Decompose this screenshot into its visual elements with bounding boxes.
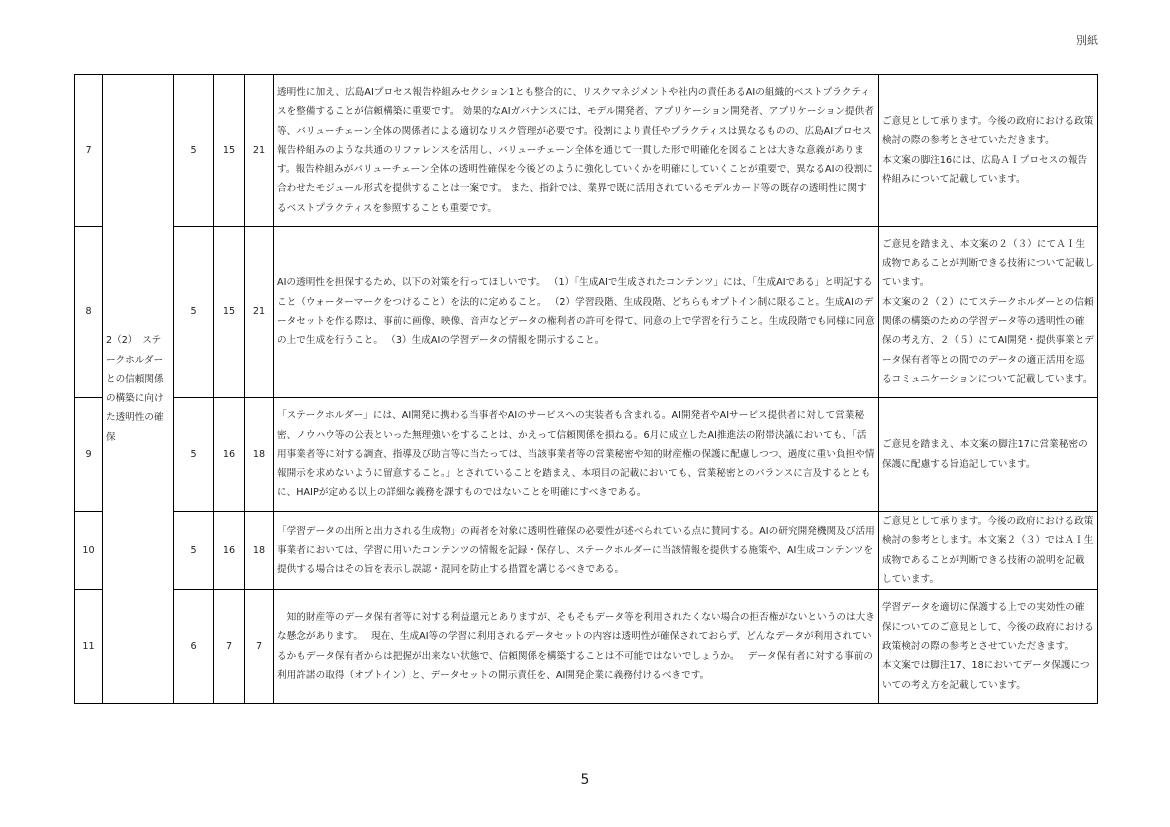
response-text: 学習データを適切に保護する上での実効性の確保についてのご意見として、今後の政府における政策検討の際の参考とさせていただきます。 本文案では脚注17、18においてデータ保護についての考え方を記載しています。 [879,590,1098,704]
opinion-text: 透明性に加え、広島AIプロセス報告枠組みセクション1とも整合的に、リスクマネジメントや社内の責任あるAIの組織的ベストプラクティスを整備することが信頼構築に重要です。 効果的なAIガバナンスには、モデル開発者、アプリケーション開発者、アプリケーション提供者等、バリューチェーン全体の関係者による適切なリスク管理が必要です。役割により責任やプラクティスは異なるものの、広島AIプロセス報告枠組みのような共通のリファレンスを活用し、バリューチェーン全体を通じて一貫した形で明確化を図ることは大きな意義があります。報告枠組みがバリューチェーン全体の透明性確保を今後どのように強化していくかを明確にしていくことが重要で、異なるAIの役割に合わせたモジュール形式を提供することは一案です。 また、指針では、業界で既に活用されているモデルカード等の既存の透明性に関するベストプラクティスを参照することも重要です。 [274,75,879,227]
opinion-text: 「ステークホルダー」には、AI開発に携わる当事者やAIのサービスへの実装者も含まれる。AI開発者やAIサービス提供者に対して営業秘密、ノウハウ等の公表といった無理強いをすることは、かえって信頼関係を損ねる。6月に成立したAI推進法の附帯決議においても、「活用事業者等に対する調査、指導及び助言等に当たっては、当該事業者等の営業秘密や知的財産権の保護に配慮しつつ、過度に重い負担や情報開示を求めないように留意すること。」とされていることを踏まえ、本項目の記載においても、営業秘密とのバランスに言及するとともに、HAIPが定める以上の詳細な義務を課すものではないことを明確にすべきである。 [274,398,879,512]
table-row [75,227,1098,398]
table-row [75,398,1098,512]
ref-line-start: 16 [214,398,245,512]
ref-line-end: 18 [245,512,274,590]
page-number: 5 [580,772,590,788]
ref-line-end: 18 [245,398,274,512]
ref-line-start: 16 [214,512,245,590]
ref-line-end: 7 [245,590,274,704]
ref-line-start: 7 [214,590,245,704]
row-number: 10 [75,512,103,590]
row-number: 7 [75,75,103,227]
opinion-text: AIの透明性を担保するため、以下の対策を行ってほしいです。 （1）「生成AIで生成されたコンテンツ」には、「生成AIである」と明記すること（ウォーターマークをつけること）を法的に定めること。 （2）学習段階、生成段階、どちらもオプトイン制に限ること。生成AIのデータセットを作る際は、事前に画像、映像、音声などデータの権利者の許可を得て、同意の上で学習を行うこと。生成段階でも同様に同意の上で生成を行うこと。 （3）生成AIの学習データの情報を開示すること。 [274,227,879,398]
ref-line-end: 21 [245,75,274,227]
row-number: 9 [75,398,103,512]
row-number: 11 [75,590,103,704]
table-row [75,512,1098,590]
appendix-label: 別紙 [1076,34,1098,47]
ref-page: 6 [174,590,214,704]
response-text: ご意見を踏まえ、本文案の２（３）にてＡＩ生成物であることが判断できる技術について記載しています。 本文案の２（２）にてステークホルダーとの信頼関係の構築のための学習データ等の透明性の確保の考え方、２（５）にてAI開発・提供事業とデータ保有者等との間でのデータの適正活用を巡るコミュニケーションについて記載しています。 [879,227,1098,398]
ref-line-end: 21 [245,227,274,398]
category-cell: 2（2） ステークホルダーとの信頼関係の構築に向けた透明性の確保 [103,75,174,704]
ref-page: 5 [174,398,214,512]
comments-table [74,74,1098,704]
response-text: ご意見として承ります。今後の政府における政策検討の参考とします。本文案２（３）ではＡＩ生成物であることが判断できる技術の説明を記載しています。 [879,512,1098,590]
opinion-text: 「学習データの出所と出力される生成物」の両者を対象に透明性確保の必要性が述べられている点に賛同する。AIの研究開発機関及び活用事業者においては、学習に用いたコンテンツの情報を記録・保存し、ステークホルダーに当該情報を提供する施策や、AI生成コンテンツを提供する場合はその旨を表示し誤認・混同を防止する措置を講じるべきである。 [274,512,879,590]
row-number: 8 [75,227,103,398]
ref-page: 5 [174,75,214,227]
table-row [75,590,1098,704]
ref-line-start: 15 [214,227,245,398]
response-text: ご意見を踏まえ、本文案の脚注17に営業秘密の保護に配慮する旨追記しています。 [879,398,1098,512]
table-row [75,75,1098,227]
response-text: ご意見として承ります。今後の政府における政策検討の際の参考とさせていただきます。 本文案の脚注16には、広島ＡＩプロセスの報告枠組みについて記載しています。 [879,75,1098,227]
ref-page: 5 [174,227,214,398]
ref-page: 5 [174,512,214,590]
ref-line-start: 15 [214,75,245,227]
opinion-text: 知的財産等のデータ保有者等に対する利益還元とありますが、そもそもデータ等を利用されたくない場合の拒否権がないというのは大きな懸念があります。 現在、生成AI等の学習に利用されるデータセットの内容は透明性が確保されておらず、どんなデータが利用されているかもデータ保有者からは把握が出来ない状態で、信頼関係を構築することは不可能ではないでしょうか。 データ保有者に対する事前の利用許諾の取得（オプトイン）と、データセットの開示責任を、AI開発企業に義務付けるべきです。 [274,590,879,704]
